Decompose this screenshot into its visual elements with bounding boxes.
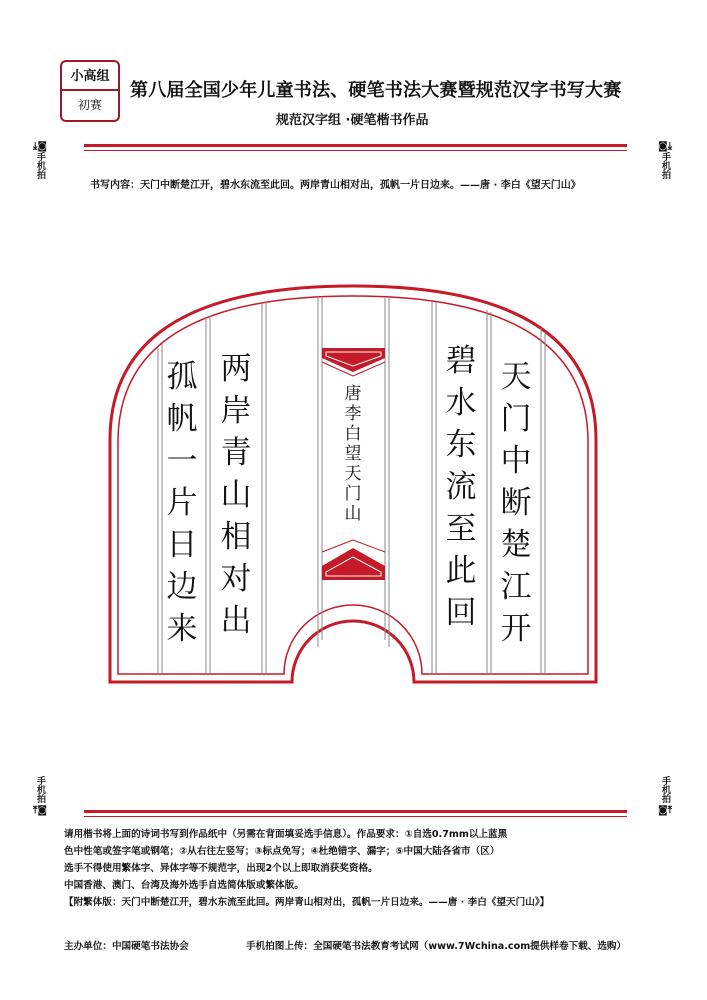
- upload-camera-icon: ⤒◙: [32, 805, 48, 816]
- camera-upload-icon: ◙⤒: [657, 805, 673, 816]
- writing-content-line: 书写内容：天门中断楚江开，碧水东流至此回。两岸青山相对出，孤帆一片日边来。——唐 · 李白《望天门山》: [90, 180, 581, 191]
- page-title: 第八届全国少年儿童书法、硬笔书法大赛暨规范汉字书写大赛: [130, 80, 622, 101]
- signature-text: 唐 李 白 望 天 门 山: [344, 384, 362, 524]
- requirements-line-4: 中国香港、澳门、台湾及海外选手自选简体版或繁体版。: [64, 880, 304, 891]
- column-2-text: 碧 水 东 流 至 此 回: [445, 343, 477, 631]
- upload-link-text[interactable]: 手机拍图上传：全国硬笔书法教育考试网（www.7Wchina.com提供样卷下载、选购）: [246, 941, 627, 952]
- camera-download-icon: ◙⤓: [657, 141, 673, 152]
- calligraphy-column-4: [160, 356, 204, 650]
- page-subtitle: 规范汉字组 ·硬笔楷书作品: [276, 113, 429, 128]
- download-camera-icon: ⤓◙: [32, 141, 48, 152]
- badge-round-label: 初赛: [77, 98, 102, 112]
- corner-label: 手机拍: [35, 776, 45, 803]
- badge-group-label: 小高组: [62, 62, 118, 91]
- requirements-line-5: 【附繁体版：天门中断楚江开，碧水东流至此回。两岸青山相对出，孤帆一片日边来。——唐 · 李白《望天门山》】: [64, 897, 550, 908]
- corner-label: 手机拍: [35, 152, 45, 179]
- organizer-text: 主办单位：中国硬笔书法协会: [64, 941, 189, 952]
- corner-label: 手机拍: [660, 152, 670, 179]
- bottom-divider: [84, 810, 627, 813]
- requirements-line-1: 请用楷书将上面的诗词书写到作品纸中（另需在背面填妥选手信息）。作品要求：①自选0.7mm以上蓝黑: [64, 829, 508, 840]
- calligraphy-column-3: [214, 348, 258, 642]
- corner-label: 手机拍: [660, 776, 670, 803]
- calligraphy-column-2: [439, 340, 483, 634]
- requirements-line-3: 选手不得使用繁体字、异体字等不规范字，出现2个以上即取消获奖资格。: [64, 863, 378, 874]
- bottom-divider-thin: [84, 816, 627, 817]
- signature-column: [340, 384, 366, 524]
- column-4-text: 孤 帆 一 片 日 边 来: [166, 359, 198, 647]
- column-1-text: 天 门 中 断 楚 江 开: [500, 359, 532, 647]
- requirements-line-2: 色中性笔或签字笔或钢笔；②从右往左竖写；③标点免写；④杜绝错字、漏字；⑤中国大陆各省市（区）: [64, 846, 500, 857]
- calligraphy-column-1: [494, 356, 538, 650]
- column-3-text: 两 岸 青 山 相 对 出: [220, 351, 252, 639]
